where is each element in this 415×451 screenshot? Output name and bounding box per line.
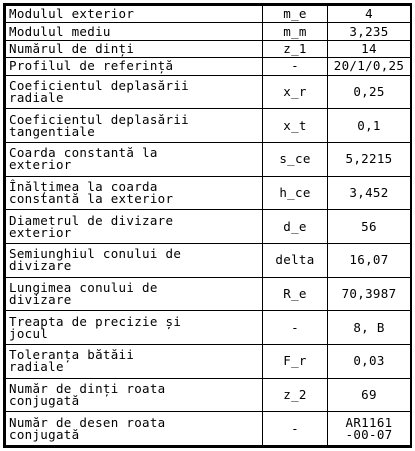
parameter-symbol: z_2 [263, 378, 328, 412]
parameter-name: Modulul exterior [6, 6, 263, 23]
parameter-name: Profilul de referință [6, 58, 263, 75]
parameter-name: Modulul mediu [6, 23, 263, 40]
table-row [6, 311, 411, 345]
parameter-symbol: F_r [263, 344, 328, 378]
table-row [6, 142, 411, 176]
table-row [6, 75, 411, 109]
parameter-value: 5,2215 [328, 142, 411, 176]
parameter-symbol: s_ce [263, 142, 328, 176]
parameter-name: Semiunghiul conului de divizare [6, 243, 263, 277]
parameter-value: 70,3987 [328, 277, 411, 311]
table-row [6, 277, 411, 311]
parameter-symbol: h_ce [263, 176, 328, 210]
parameter-value: 0,1 [328, 109, 411, 143]
parameter-symbol: - [263, 58, 328, 75]
parameter-symbol: - [263, 311, 328, 345]
parameter-value: 0,25 [328, 75, 411, 109]
parameter-name: Număr de desen roata conjugată [6, 412, 263, 446]
table-row [6, 23, 411, 40]
table-row [6, 344, 411, 378]
parameter-name: Coeficientul deplasării radiale [6, 75, 263, 109]
gear-parameters-table [5, 5, 411, 446]
table-row [6, 109, 411, 143]
table-row [6, 40, 411, 57]
parameter-value: 8, B [328, 311, 411, 345]
parameter-value: 4 [328, 6, 411, 23]
parameter-value: 14 [328, 40, 411, 57]
parameter-value: 20/1/0,25 [328, 58, 411, 75]
table-row [6, 378, 411, 412]
parameter-symbol: x_t [263, 109, 328, 143]
parameter-name: Coarda constantă la exterior [6, 142, 263, 176]
parameter-symbol: - [263, 412, 328, 446]
table-row [6, 210, 411, 244]
parameter-name: Coeficientul deplasării tangentiale [6, 109, 263, 143]
parameter-symbol: R_e [263, 277, 328, 311]
parameter-name: Toleranța bătăii radiale [6, 344, 263, 378]
parameter-name: Treapta de precizie și jocul [6, 311, 263, 345]
parameter-symbol: m_e [263, 6, 328, 23]
parameter-symbol: d_e [263, 210, 328, 244]
parameter-value: 56 [328, 210, 411, 244]
parameter-value: 3,235 [328, 23, 411, 40]
table-row [6, 176, 411, 210]
gear-parameters-sheet [3, 3, 412, 448]
table-row [6, 58, 411, 75]
parameter-value: AR1161 -00-07 [328, 412, 411, 446]
parameter-value: 69 [328, 378, 411, 412]
parameter-value: 16,07 [328, 243, 411, 277]
table-row [6, 6, 411, 23]
parameter-value: 0,03 [328, 344, 411, 378]
parameter-symbol: x_r [263, 75, 328, 109]
parameter-symbol: delta [263, 243, 328, 277]
parameter-value: 3,452 [328, 176, 411, 210]
parameter-name: Înălțimea la coarda constantă la exterior [6, 176, 263, 210]
parameter-symbol: z_1 [263, 40, 328, 57]
table-row [6, 412, 411, 446]
parameter-name: Număr de dinți roata conjugată [6, 378, 263, 412]
parameter-symbol: m_m [263, 23, 328, 40]
table-row [6, 243, 411, 277]
parameter-name: Numărul de dinți [6, 40, 263, 57]
parameter-name: Diametrul de divizare exterior [6, 210, 263, 244]
parameter-name: Lungimea conului de divizare [6, 277, 263, 311]
